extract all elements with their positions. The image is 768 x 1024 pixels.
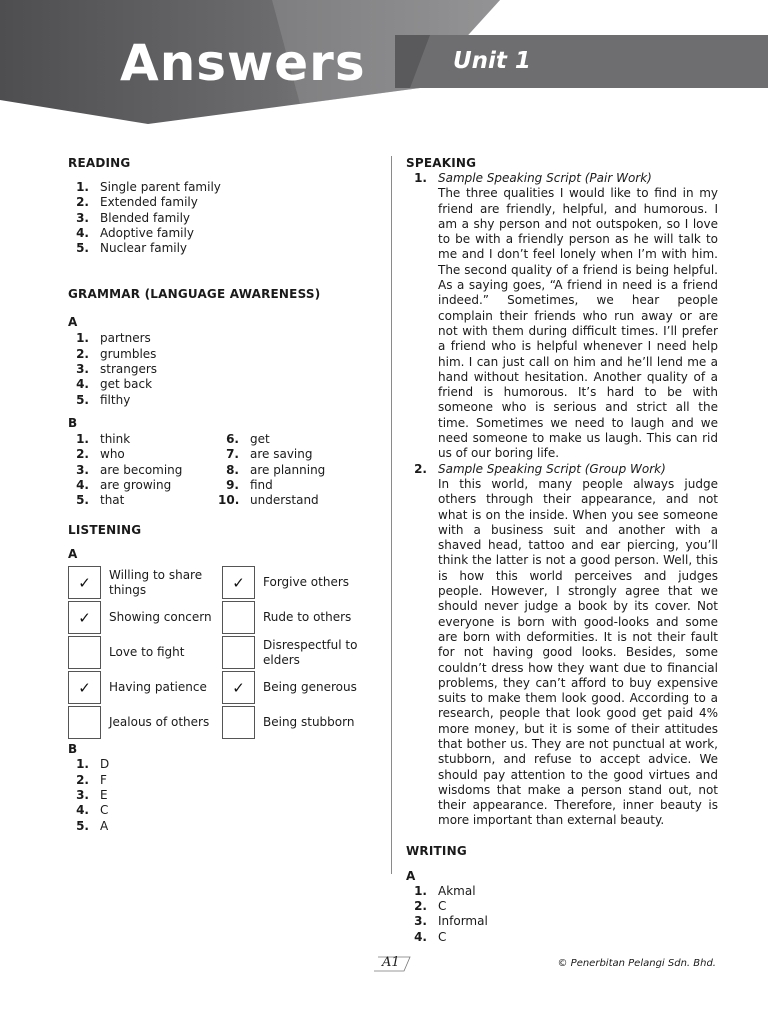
checklist-label: Love to fight xyxy=(109,645,185,660)
list-item: 1. partners xyxy=(76,331,151,346)
list-item: 5. A xyxy=(76,818,109,833)
right-column xyxy=(406,156,718,945)
checkbox xyxy=(68,636,101,669)
list-item: 3. are becoming xyxy=(76,462,183,477)
grammar-b-label: B xyxy=(68,415,78,430)
listening-heading: LISTENING xyxy=(68,523,142,538)
list-item: 2. who xyxy=(76,447,125,462)
checklist-label: Disrespectful to elders xyxy=(263,637,358,667)
list-item: 2. F xyxy=(76,772,107,787)
checklist-label: Being stubborn xyxy=(263,715,355,730)
checklist-label: Having patience xyxy=(109,680,207,695)
writing-heading: WRITING xyxy=(406,843,467,858)
grammar-b-right-list xyxy=(218,432,368,508)
list-item: 2. Extended family xyxy=(76,195,198,210)
list-item: 4. are growing xyxy=(76,477,172,492)
header-banner xyxy=(0,0,768,125)
list-item: 4. C xyxy=(76,803,109,818)
checkbox xyxy=(222,671,255,704)
check-icon: ✓ xyxy=(232,678,245,697)
check-icon: ✓ xyxy=(232,573,245,592)
checklist-label: Willing to share things xyxy=(109,567,203,597)
speaking-heading: SPEAKING xyxy=(406,156,477,170)
checkbox xyxy=(222,601,255,634)
grammar-b-left-list xyxy=(68,432,218,508)
grammar-a-label: A xyxy=(68,315,78,330)
checkbox xyxy=(68,601,101,634)
list-item: 3. Informal xyxy=(414,914,488,929)
list-item: 4. get back xyxy=(76,377,153,392)
list-item: 5. filthy xyxy=(76,392,131,407)
list-item: 6. get xyxy=(226,431,270,446)
list-item: 2. C xyxy=(414,899,447,914)
checkbox xyxy=(68,706,101,739)
check-icon: ✓ xyxy=(78,608,91,627)
copyright: © Penerbitan Pelangi Sdn. Bhd. xyxy=(557,958,716,969)
list-item: 3. E xyxy=(76,788,108,803)
reading-list xyxy=(68,180,368,256)
checkbox xyxy=(222,706,255,739)
list-item: 1. think xyxy=(76,431,131,446)
checklist-label: Rude to others xyxy=(263,610,352,625)
list-item: 1. Sample Speaking Script (Pair Work) The three qualities I would like to find in my friend are friendly, helpful, and humorous. I am a shy person and not outspoken, so I love to be with a friendly person as he will talk to me and I don’t feel lonely when I’m with him. The second quality of a friend is being helpful. As a saying goes, “A friend in need is a friend indeed.” Sometimes, we hear people complain their friends who run away or are not with them during difficult times. I’ll prefer a friend who is helpful whenever I need help him. I can just call on him and he’ll lend me a hand without hesitation. Another quality of a friend is humorous. It’s hard to be with someone who is serious and strict all the time. Sometimes we need to laugh and we need someone to make us laugh. This can rid us of our boring life. xyxy=(414,171,718,461)
list-item: 10. understand xyxy=(218,493,319,508)
script-title: Sample Speaking Script (Group Work) xyxy=(438,461,666,476)
script-body: The three qualities I would like to find in my friend are friendly, helpful, and humorous. I am a shy person and not outspoken, so I love to be with a friendly person as he will talk to me and I don’t feel lonely when I’m with him. The second quality of a friend is being helpful. As a saying goes, “A friend in need is a friend indeed.” Sometimes, we hear people complain their friends who run away or are not with them during difficult times. I’ll prefer a friend who is helpful whenever I need help him. I can just call on him and he’ll lend me a hand without hesitation. Another quality of a friend is humorous. It’s hard to be with someone who is serious and strict all the time. Sometimes we need to laugh and we need someone to make us laugh. This can rid us of our boring life. xyxy=(438,186,718,461)
checklist-label: Jealous of others xyxy=(109,715,210,730)
list-item: 2. Sample Speaking Script (Group Work) In this world, many people always judge others through their appearance, and not what is on the inside. When you see someone with a business suit and another with a shaved head, tattoo and ear piercing, you’ll think the latter is not a good person. Well, this is how this world perceives and judges people. However, I strongly agree that we should never judge a book by its cover. Not everyone is born with good-looks and some are born with deformities. It is not their fault for not having good looks. Besides, some couldn’t dress how they want due to financial problems, they can’t afford to buy expensive suits to make them look good. According to a research, people that look good get paid 4% more money, but it is some of their attitudes that bother us. They are not punctual at work, stubborn, and refuse to accept advice. We should pay attention to the good virtues and wisdoms that make a person stand out, not their appearance. Therefore, inner beauty is more important than external beauty. xyxy=(414,461,718,828)
list-item: 5. Nuclear family xyxy=(76,241,188,256)
list-item: 7. are saving xyxy=(226,447,313,462)
reading-heading: READING xyxy=(68,156,131,170)
unit-label: Unit 1 xyxy=(453,48,531,74)
listening-b-label: B xyxy=(68,742,78,757)
checkbox xyxy=(222,636,255,669)
checklist-label: Being generous xyxy=(263,680,357,695)
check-icon: ✓ xyxy=(78,678,91,697)
page-title: Answers xyxy=(120,34,366,92)
checkbox xyxy=(222,566,255,599)
column-divider xyxy=(391,156,392,874)
checklist-label: Forgive others xyxy=(263,575,350,590)
list-item: 1. D xyxy=(76,757,110,772)
writing-a-label: A xyxy=(406,868,416,883)
list-item: 1. Akmal xyxy=(414,883,476,898)
list-item: 5. that xyxy=(76,493,125,508)
grammar-b-lists xyxy=(68,432,368,508)
list-item: 4. C xyxy=(414,929,447,944)
script-title: Sample Speaking Script (Pair Work) xyxy=(438,171,652,185)
listening-a-label: A xyxy=(68,547,78,562)
banner-graphic xyxy=(0,0,768,125)
speaking-list xyxy=(406,171,718,829)
checkbox xyxy=(68,671,101,704)
page-number xyxy=(372,955,412,973)
left-column xyxy=(68,156,368,834)
list-item: 9. find xyxy=(226,477,273,492)
list-item: 2. grumbles xyxy=(76,346,157,361)
page-number-text: A1 xyxy=(382,955,400,970)
checklist-label: Showing concern xyxy=(109,610,212,625)
list-item: 3. Blended family xyxy=(76,210,191,225)
grammar-heading: GRAMMAR (LANGUAGE AWARENESS) xyxy=(68,287,321,302)
listening-b-list xyxy=(68,757,368,833)
checkbox xyxy=(68,566,101,599)
script-body: In this world, many people always judge others through their appearance, and not what is on the inside. When you see someone with a business suit and another with a shaved head, tattoo and ear piercing, you’ll think the latter is not a good person. Well, this is how this world perceives and judges people. However, I strongly agree that we should never judge a book by its cover. Not everyone is born with good-looks and some are born with deformities. It is not their fault for not having good looks. Besides, some couldn’t dress how they want due to financial problems, they can’t afford to buy expensive suits to make them look good. According to a research, people that look good get paid 4% more money, but it is some of their attitudes that bother us. They are not punctual at work, stubborn, and refuse to accept advice. We should pay attention to the good virtues and wisdoms that make a person stand out, not their appearance. Therefore, inner beauty is more important than external beauty. xyxy=(438,476,718,828)
list-item: 3. strangers xyxy=(76,362,158,377)
list-item: 8. are planning xyxy=(226,462,326,477)
writing-list xyxy=(406,884,718,945)
grammar-a-list xyxy=(68,331,368,407)
list-item: 4. Adoptive family xyxy=(76,225,194,240)
listening-checklist xyxy=(68,566,368,740)
check-icon: ✓ xyxy=(78,573,91,592)
list-item: 1. Single parent family xyxy=(76,180,221,194)
